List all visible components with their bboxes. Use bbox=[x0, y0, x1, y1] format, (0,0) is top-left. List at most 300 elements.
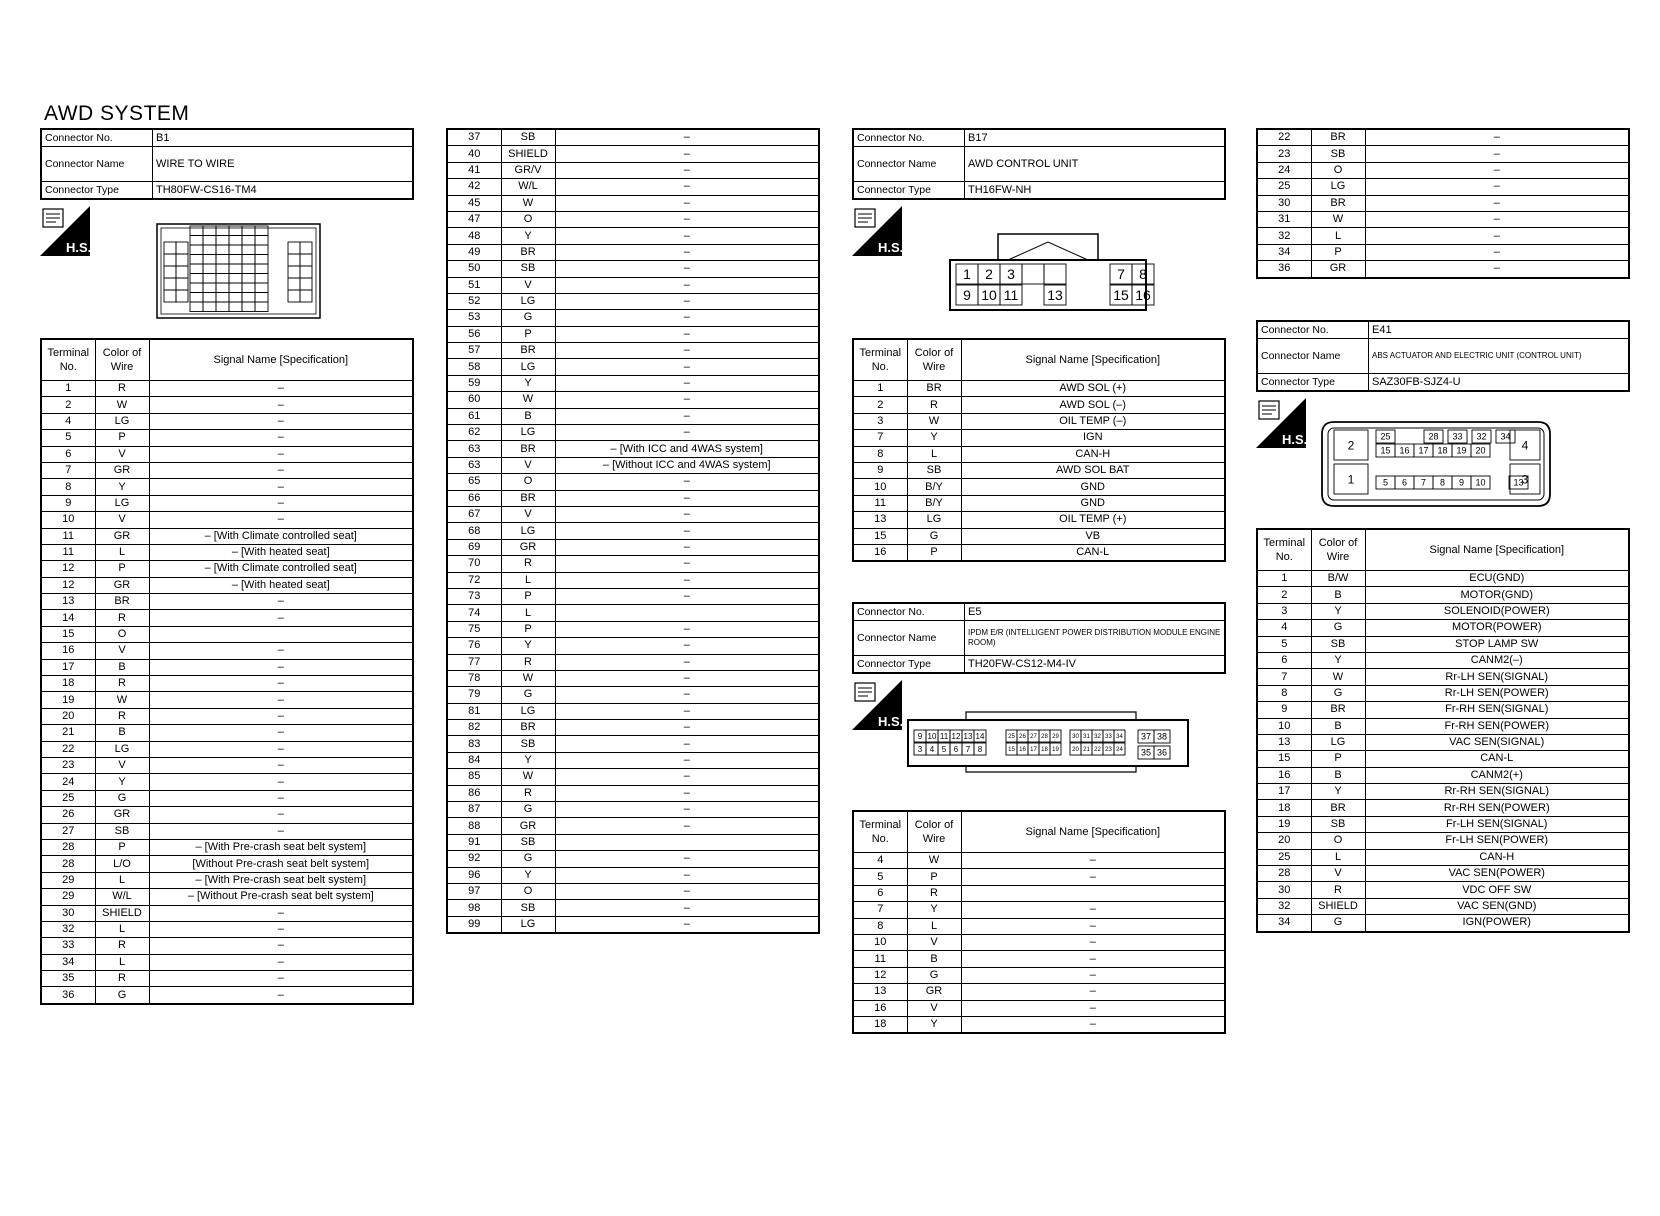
b1-row bbox=[41, 676, 413, 692]
wire-color: O bbox=[501, 474, 555, 490]
signal-name: – bbox=[555, 506, 819, 522]
signal-name: – bbox=[961, 902, 1225, 918]
terminal-no: 7 bbox=[853, 902, 907, 918]
terminal-no: 24 bbox=[41, 774, 95, 790]
terminal-no: 3 bbox=[1257, 603, 1311, 619]
wire-color: R bbox=[95, 381, 149, 397]
terminal-no: 66 bbox=[447, 490, 501, 506]
terminal-no: 34 bbox=[1257, 915, 1311, 932]
signal-name: – [With heated seat] bbox=[149, 577, 413, 593]
b1-row bbox=[447, 179, 819, 195]
pin-cell bbox=[300, 254, 312, 266]
signal-name: – bbox=[1365, 228, 1629, 244]
pin-cell bbox=[176, 254, 188, 266]
terminal-no: 56 bbox=[447, 326, 501, 342]
wire-color: P bbox=[1311, 244, 1365, 260]
wire-color: G bbox=[501, 851, 555, 867]
wire-color: LG bbox=[501, 523, 555, 539]
pin-number: 12 bbox=[951, 731, 961, 741]
wire-color: W bbox=[501, 670, 555, 686]
hs-icon bbox=[852, 206, 902, 256]
wire-color: R bbox=[95, 938, 149, 954]
terminal-no: 75 bbox=[447, 621, 501, 637]
b1-row bbox=[447, 638, 819, 654]
signal-name: – bbox=[555, 408, 819, 424]
b17-row bbox=[853, 528, 1225, 544]
b1-row bbox=[447, 736, 819, 752]
pin-number: 2 bbox=[1347, 438, 1355, 453]
signal-name: – bbox=[1365, 146, 1629, 162]
b1-row bbox=[447, 506, 819, 522]
terminal-no: 15 bbox=[853, 528, 907, 544]
terminal-no: 82 bbox=[447, 720, 501, 736]
terminal-no: 1 bbox=[853, 381, 907, 397]
wire-color: R bbox=[501, 654, 555, 670]
signal-name: – bbox=[149, 659, 413, 675]
wire-color: GR bbox=[501, 539, 555, 555]
wire-color: G bbox=[907, 967, 961, 983]
b1-row bbox=[41, 692, 413, 708]
signal-name: – bbox=[555, 539, 819, 555]
wire-color: SHIELD bbox=[501, 146, 555, 162]
wire-color: LG bbox=[95, 495, 149, 511]
pin-cell bbox=[164, 254, 176, 266]
pin-cell bbox=[190, 274, 203, 284]
b17-row bbox=[853, 381, 1225, 397]
terminal-no: 72 bbox=[447, 572, 501, 588]
b1-row bbox=[447, 785, 819, 801]
terminal-no: 12 bbox=[41, 561, 95, 577]
signal-name: Fr-LH SEN(POWER) bbox=[1365, 833, 1629, 849]
signal-name: AWD SOL (–) bbox=[961, 397, 1225, 413]
pin-number: 9 bbox=[1458, 477, 1465, 488]
wire-color: GR bbox=[1311, 261, 1365, 278]
wire-color: B bbox=[907, 951, 961, 967]
wire-color: GR bbox=[907, 984, 961, 1000]
b1-pin-table-continued bbox=[446, 128, 820, 934]
signal-name: – bbox=[149, 479, 413, 495]
pin-cell bbox=[216, 236, 229, 246]
pin-number: 36 bbox=[1156, 747, 1168, 758]
terminal-no: 25 bbox=[41, 790, 95, 806]
header-color-of-wire: Color of Wire bbox=[95, 339, 149, 381]
wire-color: R bbox=[501, 785, 555, 801]
e5-row bbox=[853, 984, 1225, 1000]
pin-cell bbox=[203, 245, 216, 255]
terminal-no: 49 bbox=[447, 244, 501, 260]
pin-number: 19 bbox=[1456, 445, 1467, 456]
signal-name: – bbox=[149, 823, 413, 839]
terminal-no: 23 bbox=[41, 757, 95, 773]
terminal-no: 9 bbox=[41, 495, 95, 511]
hs-icon bbox=[1256, 398, 1306, 448]
terminal-no: 28 bbox=[41, 856, 95, 872]
wire-color: L bbox=[1311, 849, 1365, 865]
pin-cell bbox=[176, 266, 188, 278]
terminal-no: 19 bbox=[41, 692, 95, 708]
signal-name: – bbox=[149, 741, 413, 757]
wire-color: W bbox=[907, 413, 961, 429]
pin-number: 19 bbox=[1052, 747, 1059, 754]
terminal-no: 36 bbox=[41, 987, 95, 1004]
e41-row bbox=[1257, 685, 1629, 701]
pin-number: 16 bbox=[1019, 747, 1026, 754]
pin-cell bbox=[203, 302, 216, 312]
pin-cell bbox=[216, 255, 229, 265]
wire-color: BR bbox=[501, 441, 555, 457]
signal-name: SOLENOID(POWER) bbox=[1365, 603, 1629, 619]
pin-cell bbox=[203, 283, 216, 293]
wire-color: O bbox=[1311, 833, 1365, 849]
pin-cell bbox=[203, 293, 216, 303]
pin-cell bbox=[190, 236, 203, 246]
signal-name: – bbox=[149, 430, 413, 446]
pin-cell bbox=[216, 245, 229, 255]
terminal-no: 14 bbox=[41, 610, 95, 626]
terminal-no: 60 bbox=[447, 392, 501, 408]
pin-cell bbox=[242, 302, 255, 312]
terminal-no: 7 bbox=[853, 430, 907, 446]
terminal-no: 22 bbox=[41, 741, 95, 757]
e41-row bbox=[1257, 571, 1629, 587]
e41-row bbox=[1257, 718, 1629, 734]
e41-row bbox=[1257, 833, 1629, 849]
terminal-no: 5 bbox=[41, 430, 95, 446]
terminal-no: 79 bbox=[447, 687, 501, 703]
terminal-no: 88 bbox=[447, 818, 501, 834]
pin-number: 27 bbox=[1030, 734, 1037, 741]
pin-number: 13 bbox=[1513, 477, 1524, 488]
e41-row bbox=[1257, 784, 1629, 800]
pin-cell bbox=[255, 264, 268, 274]
terminal-no: 40 bbox=[447, 146, 501, 162]
header-terminal-no: Terminal No. bbox=[41, 339, 95, 381]
terminal-no: 6 bbox=[1257, 652, 1311, 668]
terminal-no: 21 bbox=[41, 725, 95, 741]
wire-color: L bbox=[1311, 228, 1365, 244]
b1-row bbox=[447, 195, 819, 211]
terminal-no: 9 bbox=[1257, 702, 1311, 718]
e5-connector-diagram bbox=[906, 710, 1190, 774]
pin-number: 3 bbox=[917, 744, 923, 754]
wire-color: G bbox=[95, 790, 149, 806]
signal-name: – bbox=[1365, 129, 1629, 146]
signal-name: – bbox=[555, 752, 819, 768]
b1-row bbox=[41, 397, 413, 413]
wire-color: V bbox=[501, 506, 555, 522]
signal-name: – bbox=[555, 425, 819, 441]
wire-color: BR bbox=[501, 490, 555, 506]
pin-number: 6 bbox=[1401, 477, 1408, 488]
b1-row bbox=[447, 162, 819, 178]
e5-row bbox=[1257, 129, 1629, 146]
pin-cell bbox=[229, 283, 242, 293]
wire-color: B/W bbox=[1311, 571, 1365, 587]
pin-cell bbox=[242, 274, 255, 284]
terminal-no: 13 bbox=[41, 594, 95, 610]
terminal-no: 78 bbox=[447, 670, 501, 686]
pin-cell bbox=[216, 293, 229, 303]
terminal-no: 11 bbox=[41, 544, 95, 560]
e41-row bbox=[1257, 849, 1629, 865]
wire-color: G bbox=[1311, 685, 1365, 701]
terminal-no: 13 bbox=[853, 512, 907, 528]
wire-color: SB bbox=[501, 900, 555, 916]
terminal-no: 8 bbox=[1257, 685, 1311, 701]
b1-row bbox=[41, 413, 413, 429]
label-connector-type: Connector Type bbox=[1257, 374, 1369, 392]
pin-cell bbox=[255, 302, 268, 312]
terminal-no: 26 bbox=[41, 807, 95, 823]
terminal-no: 2 bbox=[41, 397, 95, 413]
b1-row bbox=[447, 425, 819, 441]
wire-color: LG bbox=[501, 425, 555, 441]
e5-row bbox=[853, 902, 1225, 918]
signal-name: – bbox=[555, 179, 819, 195]
signal-name: – bbox=[555, 375, 819, 391]
hs-label: H.S. bbox=[878, 714, 904, 729]
label-connector-type: Connector Type bbox=[853, 182, 965, 200]
signal-name: – bbox=[555, 326, 819, 342]
b1-row bbox=[41, 757, 413, 773]
signal-name bbox=[149, 626, 413, 642]
b1-row bbox=[41, 577, 413, 593]
signal-name: Fr-RH SEN(POWER) bbox=[1365, 718, 1629, 734]
wire-color: GR bbox=[95, 577, 149, 593]
wire-color: W bbox=[501, 195, 555, 211]
wire-color: L bbox=[95, 921, 149, 937]
signal-name: – bbox=[961, 934, 1225, 950]
b1-row bbox=[447, 474, 819, 490]
pin-number: 7 bbox=[1117, 266, 1125, 283]
pin-number: 1 bbox=[1347, 472, 1355, 487]
signal-name: – bbox=[149, 381, 413, 397]
b1-row bbox=[447, 129, 819, 146]
b17-row bbox=[853, 479, 1225, 495]
wire-color: V bbox=[1311, 866, 1365, 882]
signal-name: – bbox=[961, 869, 1225, 885]
terminal-no: 2 bbox=[1257, 587, 1311, 603]
e5-row bbox=[1257, 146, 1629, 162]
pin-number: 15 bbox=[1008, 747, 1015, 754]
wire-color: Y bbox=[501, 867, 555, 883]
e5-row bbox=[853, 934, 1225, 950]
b1-row bbox=[41, 839, 413, 855]
wire-color: P bbox=[95, 561, 149, 577]
e5-row bbox=[1257, 179, 1629, 195]
pin-cell bbox=[216, 226, 229, 236]
signal-name: – bbox=[555, 867, 819, 883]
signal-name: OIL TEMP (+) bbox=[961, 512, 1225, 528]
signal-name: – bbox=[555, 211, 819, 227]
wire-color: SB bbox=[907, 462, 961, 478]
terminal-no: 17 bbox=[41, 659, 95, 675]
b1-row bbox=[41, 872, 413, 888]
b1-row bbox=[41, 512, 413, 528]
signal-name: – bbox=[961, 967, 1225, 983]
signal-name: Rr-LH SEN(SIGNAL) bbox=[1365, 669, 1629, 685]
signal-name: VAC SEN(SIGNAL) bbox=[1365, 734, 1629, 750]
terminal-no: 61 bbox=[447, 408, 501, 424]
terminal-no: 10 bbox=[853, 479, 907, 495]
terminal-no: 19 bbox=[1257, 816, 1311, 832]
pin-cell bbox=[300, 278, 312, 290]
signal-name: Rr-LH SEN(POWER) bbox=[1365, 685, 1629, 701]
terminal-no: 84 bbox=[447, 752, 501, 768]
pin-number: 16 bbox=[1135, 287, 1151, 304]
terminal-no: 57 bbox=[447, 343, 501, 359]
wire-color: O bbox=[95, 626, 149, 642]
wire-color: B bbox=[95, 659, 149, 675]
terminal-no: 13 bbox=[853, 984, 907, 1000]
wire-color: L bbox=[95, 872, 149, 888]
terminal-no: 29 bbox=[41, 872, 95, 888]
pin-number: 5 bbox=[941, 744, 947, 754]
signal-name: – bbox=[149, 676, 413, 692]
signal-name: – bbox=[555, 638, 819, 654]
b1-row bbox=[41, 807, 413, 823]
b1-row bbox=[447, 326, 819, 342]
terminal-no: 65 bbox=[447, 474, 501, 490]
signal-name: – bbox=[1365, 244, 1629, 260]
b1-row bbox=[41, 938, 413, 954]
terminal-no: 86 bbox=[447, 785, 501, 801]
wire-color: L bbox=[501, 605, 555, 621]
pin-number: 34 bbox=[1500, 431, 1511, 442]
label-connector-type: Connector Type bbox=[41, 182, 153, 200]
pin-cell bbox=[255, 245, 268, 255]
pin-cell bbox=[190, 293, 203, 303]
pin-cell bbox=[229, 264, 242, 274]
e41-row bbox=[1257, 882, 1629, 898]
b1-row bbox=[447, 654, 819, 670]
pin-cell bbox=[242, 264, 255, 274]
signal-name: – bbox=[149, 594, 413, 610]
pin-cell bbox=[242, 226, 255, 236]
wire-color: Y bbox=[501, 228, 555, 244]
wire-color: BR bbox=[1311, 800, 1365, 816]
header-color-of-wire: Color of Wire bbox=[907, 339, 961, 381]
wire-color: Y bbox=[501, 375, 555, 391]
pin-cell bbox=[255, 236, 268, 246]
label-connector-no: Connector No. bbox=[41, 129, 153, 147]
b1-row bbox=[447, 818, 819, 834]
pin-cell bbox=[242, 245, 255, 255]
pin-number: 1 bbox=[963, 266, 971, 283]
b1-row bbox=[447, 851, 819, 867]
terminal-no: 9 bbox=[853, 462, 907, 478]
wire-color: W bbox=[1311, 211, 1365, 227]
terminal-no: 92 bbox=[447, 851, 501, 867]
wire-color: Y bbox=[1311, 784, 1365, 800]
b1-row bbox=[447, 441, 819, 457]
b1-row bbox=[447, 310, 819, 326]
terminal-no: 23 bbox=[1257, 146, 1311, 162]
terminal-no: 50 bbox=[447, 261, 501, 277]
wire-color: G bbox=[907, 528, 961, 544]
pin-number: 11 bbox=[1003, 287, 1019, 304]
pin-number: 35 bbox=[1140, 747, 1152, 758]
pin-cell bbox=[300, 242, 312, 254]
signal-name: – bbox=[1365, 195, 1629, 211]
pin-number: 38 bbox=[1156, 731, 1168, 742]
e5-row bbox=[853, 918, 1225, 934]
wire-color: R bbox=[907, 397, 961, 413]
b1-row bbox=[447, 211, 819, 227]
signal-name: Rr-RH SEN(SIGNAL) bbox=[1365, 784, 1629, 800]
terminal-no: 81 bbox=[447, 703, 501, 719]
terminal-no: 28 bbox=[41, 839, 95, 855]
wire-color: LG bbox=[501, 359, 555, 375]
signal-name: – bbox=[149, 708, 413, 724]
e41-row bbox=[1257, 702, 1629, 718]
wire-color: V bbox=[95, 757, 149, 773]
b1-row bbox=[447, 720, 819, 736]
header-signal-name: Signal Name [Specification] bbox=[149, 339, 413, 381]
pin-number: 26 bbox=[1019, 734, 1026, 741]
connector-e5-info bbox=[852, 602, 1226, 674]
terminal-no: 36 bbox=[1257, 261, 1311, 278]
pin-cell bbox=[288, 290, 300, 302]
wire-color: B bbox=[1311, 718, 1365, 734]
wire-color: V bbox=[95, 512, 149, 528]
b1-row bbox=[447, 703, 819, 719]
b1-row bbox=[41, 544, 413, 560]
signal-name: – bbox=[555, 883, 819, 899]
pin-number: 20 bbox=[1072, 747, 1079, 754]
pin-number: 3 bbox=[1521, 472, 1529, 487]
wire-color: W/L bbox=[95, 889, 149, 905]
wire-color: B bbox=[95, 725, 149, 741]
b1-row bbox=[41, 610, 413, 626]
e41-pin-table bbox=[1256, 528, 1630, 933]
terminal-no: 76 bbox=[447, 638, 501, 654]
terminal-no: 29 bbox=[41, 889, 95, 905]
wire-color: GR bbox=[501, 818, 555, 834]
signal-name: – bbox=[1365, 162, 1629, 178]
wire-color: GR bbox=[95, 528, 149, 544]
b1-row bbox=[447, 408, 819, 424]
wire-color: BR bbox=[907, 381, 961, 397]
terminal-no: 53 bbox=[447, 310, 501, 326]
b1-row bbox=[447, 621, 819, 637]
pin-cell bbox=[229, 274, 242, 284]
wire-color: Y bbox=[907, 1016, 961, 1033]
signal-name: CAN-H bbox=[961, 446, 1225, 462]
pin-cell bbox=[255, 226, 268, 236]
b17-row bbox=[853, 512, 1225, 528]
terminal-no: 13 bbox=[1257, 734, 1311, 750]
terminal-no: 69 bbox=[447, 539, 501, 555]
signal-name: CANM2(+) bbox=[1365, 767, 1629, 783]
pin-cell bbox=[216, 302, 229, 312]
signal-name: – bbox=[555, 228, 819, 244]
signal-name: MOTOR(POWER) bbox=[1365, 620, 1629, 636]
wire-color: O bbox=[501, 211, 555, 227]
signal-name: – bbox=[555, 670, 819, 686]
pin-number: 4 bbox=[1521, 438, 1529, 453]
pin-cell bbox=[255, 274, 268, 284]
pin-cell bbox=[242, 236, 255, 246]
wire-color: Y bbox=[501, 752, 555, 768]
signal-name: – bbox=[961, 1000, 1225, 1016]
wire-color: V bbox=[501, 457, 555, 473]
terminal-no: 62 bbox=[447, 425, 501, 441]
pin-number: 14 bbox=[975, 731, 985, 741]
signal-name: – bbox=[1365, 179, 1629, 195]
wire-color: P bbox=[907, 544, 961, 561]
pin-number: 6 bbox=[953, 744, 959, 754]
